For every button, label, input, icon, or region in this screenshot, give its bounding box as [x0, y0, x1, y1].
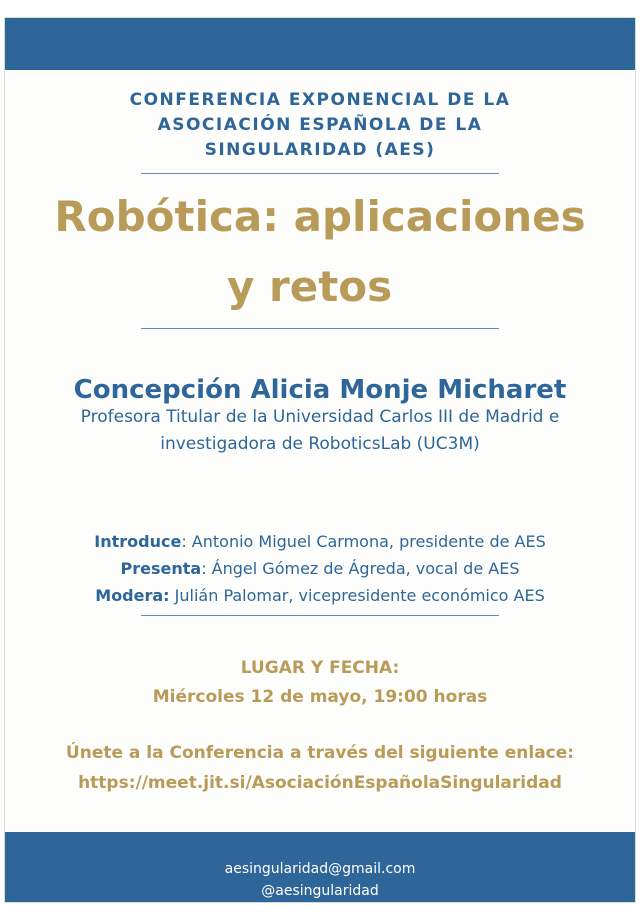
- speaker-role: [35, 404, 605, 458]
- social-handle[interactable]: @aesingularidad: [261, 883, 379, 899]
- introduce-label: Introduce: [94, 532, 182, 551]
- talk-title-line-2: y retos: [227, 262, 393, 311]
- speaker-role-line-2: investigadora de RoboticsLab (UC3M): [160, 434, 480, 454]
- speaker-name: Concepción Alicia Monje Micharet: [73, 375, 567, 405]
- introduce-line: [25, 528, 615, 555]
- modera-line: [25, 582, 615, 609]
- header-line-2: ASOCIACIÓN ESPAÑOLA DE LA: [157, 115, 483, 135]
- divider-3: [141, 615, 499, 616]
- join-text: Únete a la Conferencia a través del siguiente enlace:: [65, 743, 575, 763]
- event-datetime: Miércoles 12 de mayo, 19:00 horas: [152, 687, 488, 707]
- join-link[interactable]: https://meet.jit.si/AsociaciónEspañolaSingularidad: [78, 773, 562, 793]
- top-band: [5, 18, 635, 70]
- presenta-label: Presenta: [120, 559, 202, 578]
- header-line-3: SINGULARIDAD (AES): [204, 140, 436, 160]
- header-line-1: CONFERENCIA EXPONENCIAL DE LA: [129, 90, 511, 110]
- speaker-role-line-1: Profesora Titular de la Universidad Carlos III de Madrid e: [80, 407, 560, 427]
- join-section: [5, 738, 635, 798]
- credits: [25, 528, 615, 609]
- event-poster: [5, 18, 635, 902]
- contact-email[interactable]: aesingularidad@gmail.com: [224, 861, 416, 877]
- divider-1: [141, 173, 499, 174]
- divider-2: [141, 328, 499, 329]
- presenta-value: : Ángel Gómez de Ágreda, vocal de AES: [201, 559, 520, 578]
- modera-label: Modera:: [95, 586, 170, 605]
- event-place-date: [5, 654, 635, 712]
- modera-value: Julián Palomar, vicepresidente económico AES: [169, 586, 545, 605]
- presenta-line: [25, 555, 615, 582]
- lugar-label: LUGAR Y FECHA:: [240, 658, 400, 678]
- talk-title-line-1: Robótica: aplicaciones: [54, 192, 586, 241]
- conference-header: [105, 88, 535, 163]
- introduce-value: : Antonio Miguel Carmona, presidente de AES: [181, 532, 546, 551]
- bottom-band: [5, 832, 635, 902]
